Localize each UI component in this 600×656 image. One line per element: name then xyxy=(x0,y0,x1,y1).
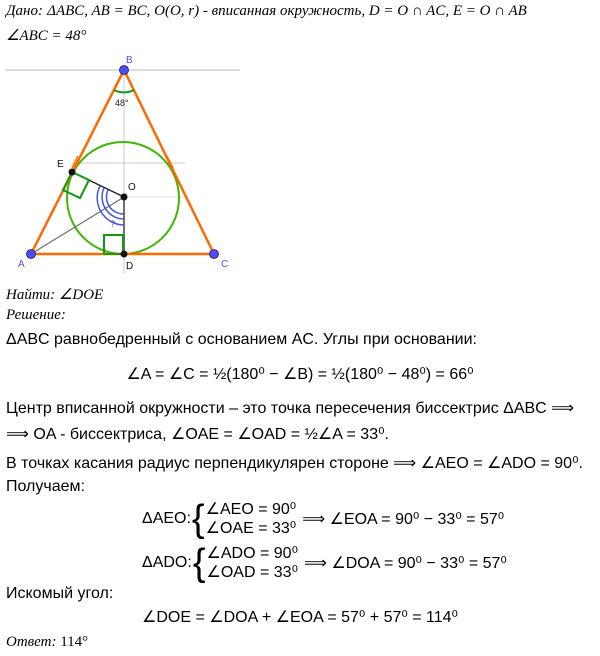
label-b: B xyxy=(126,55,133,66)
label-a: A xyxy=(18,259,25,270)
given-conditions: ΔABC, AB = BC, O(O, r) - вписанная окружность, D = O ∩ AC, E = O ∩ AB xyxy=(47,3,527,19)
system-ado-head: ΔADO: xyxy=(142,554,192,571)
label-angle-b: 48° xyxy=(115,98,129,108)
point-e xyxy=(69,169,76,176)
given-line xyxy=(6,2,527,20)
label-c: C xyxy=(221,259,229,270)
system-aeo-bottom: ∠OAE = 33⁰ xyxy=(205,520,297,537)
point-d xyxy=(121,251,128,258)
system-ado-cases xyxy=(207,544,298,582)
answer-value: 114° xyxy=(60,634,89,650)
triangle-figure xyxy=(0,55,245,285)
given-angle: ∠ABC = 48° xyxy=(6,28,87,44)
solution-line-3: Центр вписанной окружности – это точка пересечения биссектрис ΔABC ⟹ xyxy=(6,400,575,417)
solution-line-8: ∠DOE = ∠DOA + ∠EOA = 57⁰ + 57⁰ = 114⁰ xyxy=(142,609,458,626)
label-question: ? xyxy=(110,219,116,229)
system-aeo-result: ⟹ ∠EOA = 90⁰ − 33⁰ = 57⁰ xyxy=(302,511,505,528)
vertex-b xyxy=(120,66,129,75)
solution-line-2: ∠A = ∠C = ½(180⁰ − ∠B) = ½(180⁰ − 48⁰) = 66⁰ xyxy=(126,366,474,383)
system-aeo-head: ΔAEO: xyxy=(142,510,191,527)
solution-line-1: ΔABC равнобедренный с основанием AC. Углы при основании: xyxy=(6,331,477,348)
system-aeo-top: ∠AEO = 90⁰ xyxy=(205,501,297,518)
point-o xyxy=(121,194,128,201)
solution-line-7: Искомый угол: xyxy=(6,585,114,602)
system-ado-bottom: ∠OAD = 33⁰ xyxy=(206,564,298,581)
system-ado xyxy=(142,544,507,582)
solution-label: Решение: xyxy=(6,307,66,323)
system-ado-brace: { xyxy=(192,542,206,584)
solution-line-6: Получаем: xyxy=(6,478,85,495)
find-line: Найти: ∠DOE xyxy=(6,287,104,303)
system-aeo xyxy=(142,500,504,538)
given-prefix: Дано: xyxy=(6,3,43,19)
system-aeo-brace: { xyxy=(191,498,205,540)
vertex-c xyxy=(210,250,219,259)
solution-line-4: ⟹ OA - биссектриса, ∠OAE = ∠OAD = ½∠A = 33⁰. xyxy=(6,426,389,443)
answer-label: Ответ: xyxy=(6,634,57,650)
label-e: E xyxy=(57,159,64,170)
system-ado-top: ∠ADO = 90⁰ xyxy=(206,545,298,562)
label-d: D xyxy=(126,261,134,272)
system-aeo-cases xyxy=(206,500,297,538)
vertex-a xyxy=(27,250,36,259)
answer-line xyxy=(6,634,88,651)
solution-line-5: В точках касания радиус перпендикулярен стороне ⟹ ∠AEO = ∠ADO = 90⁰. xyxy=(6,455,583,472)
label-o: O xyxy=(128,182,136,193)
system-ado-result: ⟹ ∠DOA = 90⁰ − 33⁰ = 57⁰ xyxy=(303,555,507,572)
